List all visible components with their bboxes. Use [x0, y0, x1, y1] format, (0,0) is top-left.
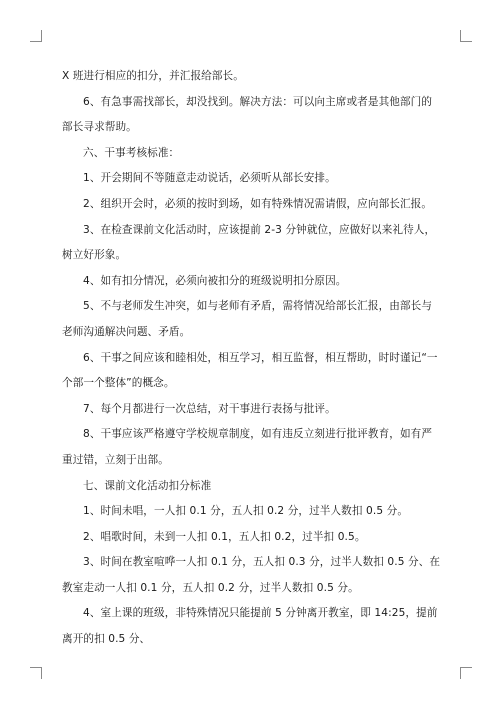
paragraph: 6、干事之间应该和睦相处，相互学习，相互监督，相互帮助，时时谨记“一个部一个整体”的概念。 [62, 351, 438, 390]
section-heading: 六、干事考核标准： [83, 146, 180, 159]
paragraph: 6、有急事需找部长，却没找到。解决方法：可以向主席或者是其他部门的部长寻求帮助。 [62, 95, 433, 134]
paragraph: 1、开会期间不等随意走动说话，必须听从部长安排。 [83, 172, 336, 185]
paragraph: X 班进行相应的扣分，并汇报给部长。 [62, 70, 244, 82]
paragraph: 4、室上课的班级，非特殊情况只能提前 5 分钟离开教室，即 14:25，提前离开的扣 0.5 分、 [62, 607, 438, 646]
paragraph: 1、时间未唱，一人扣 0.1 分，五人扣 0.2 分，过半人数扣 0.5 分。 [83, 505, 409, 518]
paragraph: 3、时间在教室喧哗一人扣 0.1 分，五人扣 0.3 分，过半人数扣 0.5 分、在教室走动一人扣 0.1 分，五人扣 0.2 分，过半人数扣 0.5 分。 [62, 556, 441, 594]
document-body [62, 64, 442, 653]
section-heading: 七、课前文化活动扣分标准 [83, 479, 212, 492]
paragraph: 3、在检查课前文化活动时，应该提前 2-3 分钟就位，应做好以来礼待人，树立好形象。 [62, 223, 436, 262]
paragraph: 8、干事应该严格遵守学校规章制度，如有违反立刻进行批评教育，如有严重过错，立刻于出部。 [62, 428, 433, 466]
crop-mark-top-left [30, 30, 42, 42]
paragraph: 2、唱歌时间，未到一人扣 0.1，五人扣 0.2，过半扣 0.5。 [83, 530, 366, 543]
paragraph: 5、不与老师发生冲突，如与老师有矛盾，需将情况给部长汇报，由部长与老师沟通解决问题、矛盾。 [62, 300, 433, 338]
crop-mark-bottom-right [460, 667, 472, 679]
crop-mark-bottom-left [30, 667, 42, 679]
paragraph: 2、组织开会时，必须的按时到场，如有特殊情况需请假，应向部长汇报。 [83, 197, 433, 210]
paragraph: 7、每个月都进行一次总结，对干事进行表扬与批评。 [83, 402, 336, 415]
paragraph: 4、如有扣分情况，必须向被扣分的班级说明扣分原因。 [83, 274, 347, 287]
crop-mark-top-right [460, 30, 472, 42]
